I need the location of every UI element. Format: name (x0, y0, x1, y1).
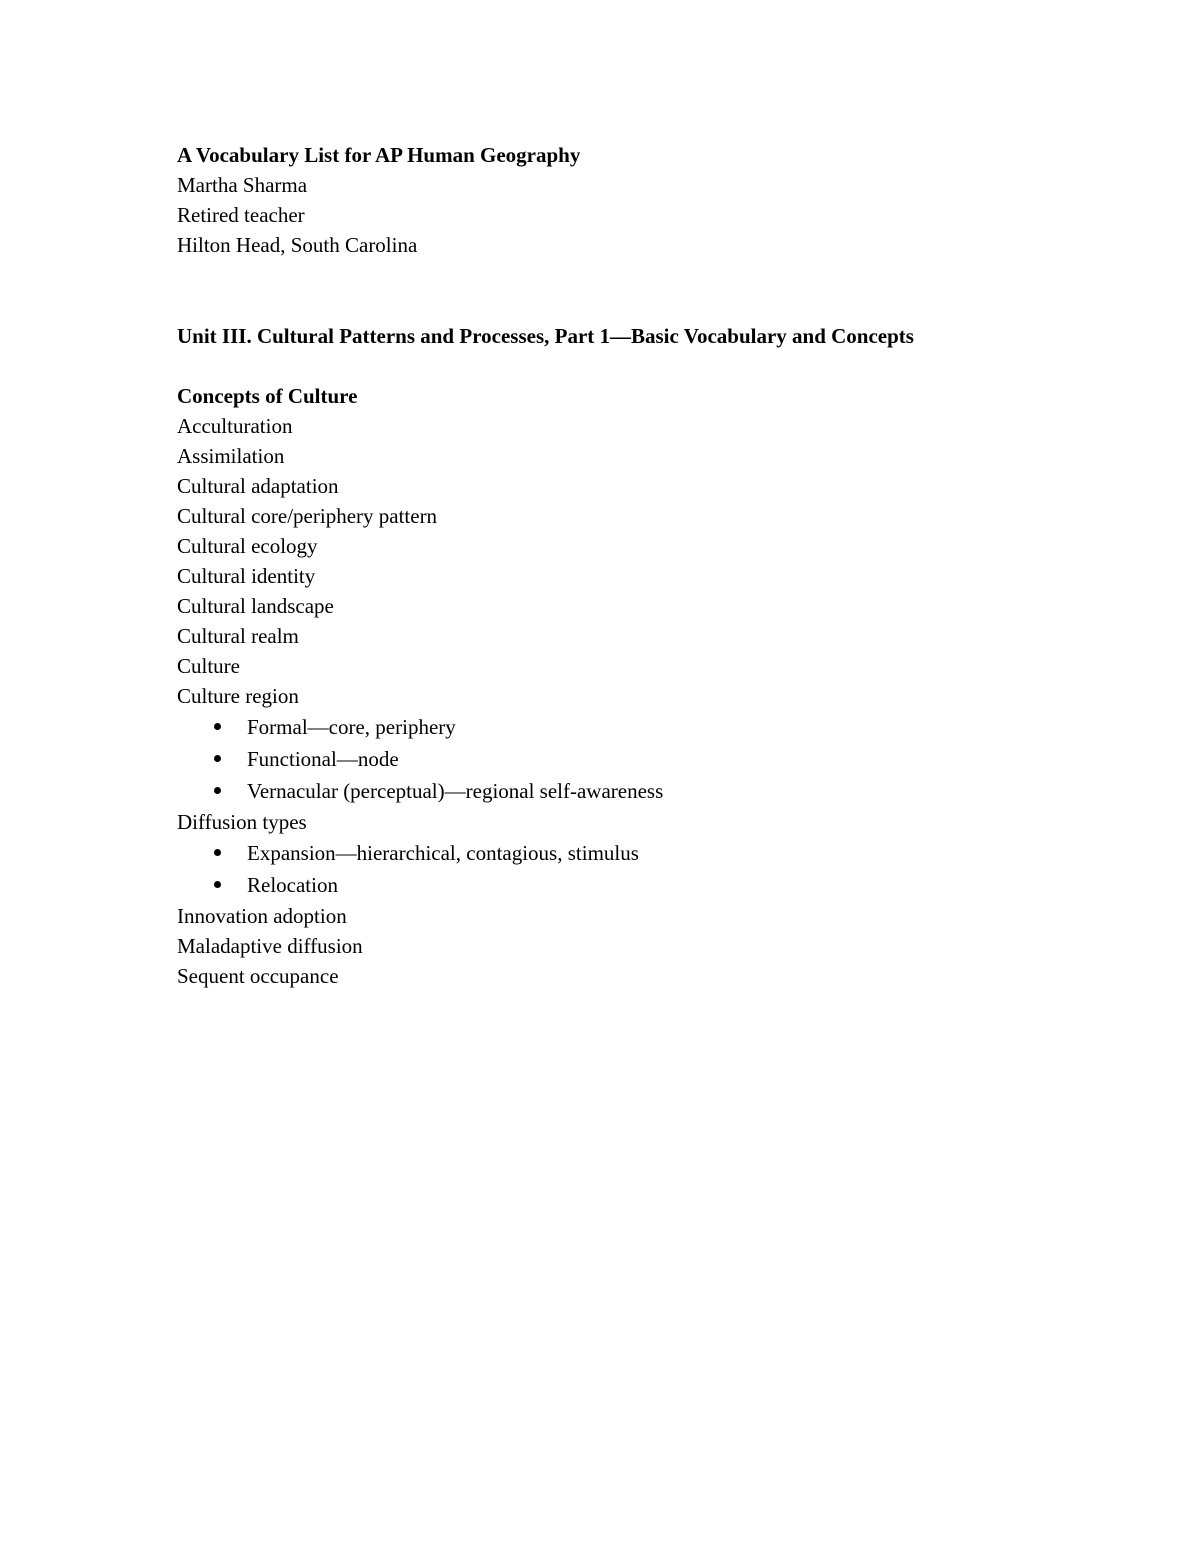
term-cultural-landscape: Cultural landscape (177, 594, 334, 618)
bullet-icon (214, 755, 221, 762)
list-item (177, 837, 1137, 869)
list-item (177, 775, 1137, 807)
list-item-text: Expansion—hierarchical, contagious, stimulus (247, 841, 639, 865)
section-heading: Concepts of Culture (177, 384, 358, 408)
term-assimilation: Assimilation (177, 444, 285, 468)
bullet-icon (214, 723, 221, 730)
list-item-text: Functional—node (247, 747, 399, 771)
unit-heading: Unit III. Cultural Patterns and Processes, Part 1—Basic Vocabulary and Concepts (177, 324, 914, 348)
culture-region-sublist (177, 711, 1137, 807)
author-role: Retired teacher (177, 203, 305, 227)
spacer (177, 351, 1137, 381)
term-sequent-occupance: Sequent occupance (177, 964, 339, 988)
term-maladaptive-diffusion: Maladaptive diffusion (177, 934, 363, 958)
term-culture-region: Culture region (177, 684, 299, 708)
term-acculturation: Acculturation (177, 414, 293, 438)
term-culture: Culture (177, 654, 240, 678)
list-item (177, 743, 1137, 775)
document-title: A Vocabulary List for AP Human Geography (177, 143, 581, 167)
term-cultural-ecology: Cultural ecology (177, 534, 318, 558)
author-name: Martha Sharma (177, 173, 308, 197)
document-page (177, 140, 1137, 991)
list-item-text: Relocation (247, 873, 338, 897)
bullet-icon (214, 787, 221, 794)
bullet-icon (214, 849, 221, 856)
bullet-icon (214, 881, 221, 888)
term-cultural-identity: Cultural identity (177, 564, 316, 588)
term-cultural-adaptation: Cultural adaptation (177, 474, 339, 498)
list-item (177, 711, 1137, 743)
diffusion-sublist (177, 837, 1137, 901)
term-diffusion-types: Diffusion types (177, 810, 307, 834)
author-location: Hilton Head, South Carolina (177, 233, 418, 257)
spacer (177, 260, 1137, 321)
term-innovation-adoption: Innovation adoption (177, 904, 347, 928)
list-item (177, 869, 1137, 901)
term-cultural-realm: Cultural realm (177, 624, 299, 648)
list-item-text: Formal—core, periphery (247, 715, 456, 739)
list-item-text: Vernacular (perceptual)—regional self-awareness (247, 779, 664, 803)
term-cultural-core-periphery: Cultural core/periphery pattern (177, 504, 438, 528)
